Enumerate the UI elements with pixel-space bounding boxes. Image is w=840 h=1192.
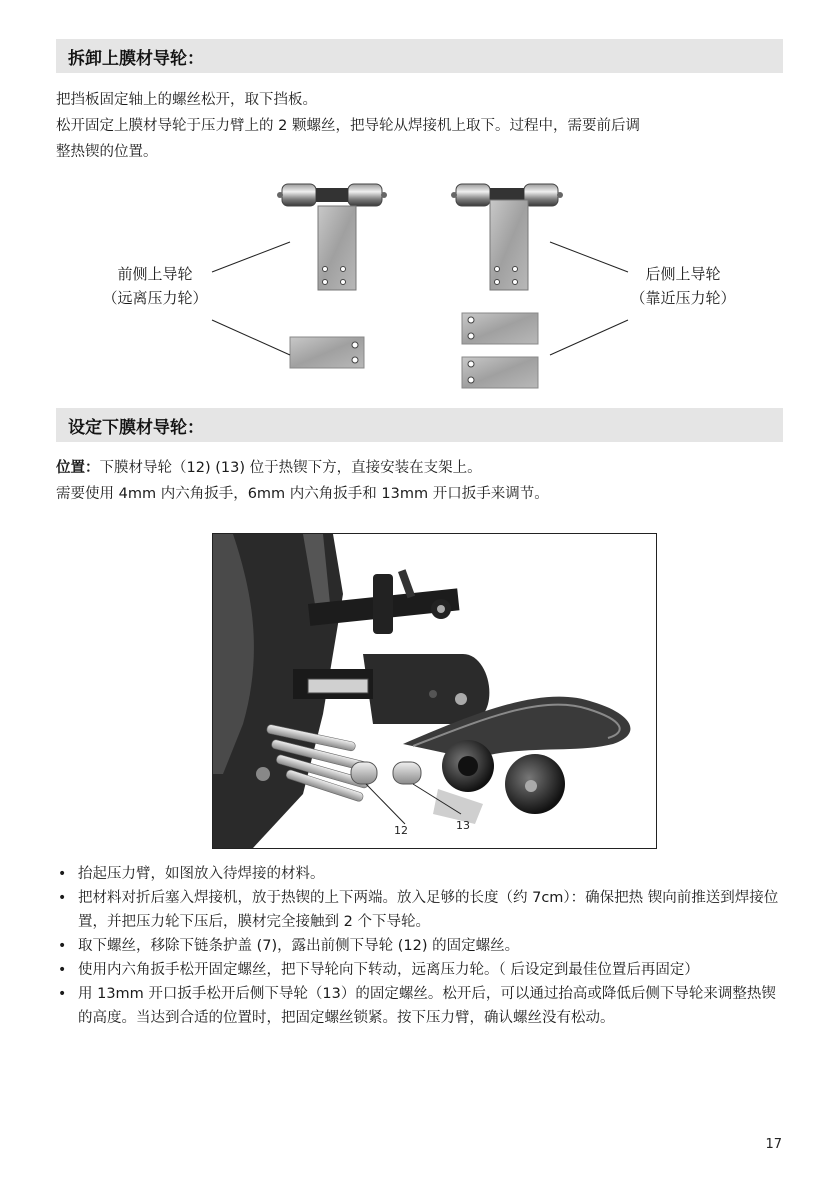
section-title: 设定下膜材导轮：	[68, 417, 204, 438]
bullet-symbol: •	[58, 962, 67, 978]
bullet-symbol: •	[58, 986, 67, 1002]
position-line	[56, 455, 786, 481]
instruction-list	[56, 862, 786, 1030]
machine-illustration	[213, 534, 656, 848]
bullet-symbol: •	[58, 890, 67, 906]
rear-roller-label-line2: （靠近压力轮）	[630, 289, 736, 307]
list-item: • 用 13mm 开口扳手松开后侧下导轮（13）的固定螺丝。松开后，可以通过抬高或降低后侧下导轮来调整热锲的高度。当达到合适的位置时，把固定螺丝锁紧。按下压力臂，确认螺丝没有松动。	[56, 982, 786, 1030]
list-item: • 抬起压力臂，如图放入待焊接的材料。	[56, 862, 786, 886]
callout-13: 13	[456, 819, 470, 832]
bullet-symbol: •	[58, 938, 67, 954]
front-upper-guide-roller	[277, 184, 387, 290]
lower-guide-photo	[212, 533, 657, 849]
page-number: 17	[765, 1137, 782, 1152]
lower-guide-roller-13	[393, 762, 421, 784]
lower-guide-roller-12	[351, 762, 377, 784]
front-guide-plate	[290, 337, 364, 368]
front-roller-label-line2: （远离压力轮）	[102, 289, 208, 307]
bullet-symbol: •	[58, 866, 67, 882]
position-label: 位置：	[56, 460, 100, 476]
leader-lines	[212, 242, 628, 355]
rear-roller-label-line1: 后侧上导轮	[645, 265, 721, 283]
section2-body	[56, 455, 786, 507]
callout-12: 12	[394, 824, 408, 837]
list-item: • 取下螺丝，移除下链条护盖 (7)，露出前侧下导轮 (12) 的固定螺丝。	[56, 934, 786, 958]
rear-upper-guide-roller	[451, 184, 563, 290]
section-header-set-lower-guide	[56, 408, 783, 442]
paragraph-line: 整热锲的位置。	[56, 144, 158, 160]
rear-guide-plate-top	[462, 313, 538, 344]
position-text: 下膜材导轮（12) (13) 位于热锲下方，直接安装在支架上。	[99, 460, 482, 476]
list-item: • 使用内六角扳手松开固定螺丝，把下导轮向下转动，远离压力轮。（ 后设定到最佳位置后再固定）	[56, 958, 786, 982]
rear-guide-plate-bottom	[462, 357, 538, 388]
paragraph-line: 把挡板固定轴上的螺丝松开，取下挡板。	[56, 92, 317, 108]
list-item: • 把材料对折后塞入焊接机，放于热锲的上下两端。放入足够的长度（约 7cm）：确保把热 锲向前推送到焊接位置，并把压力轮下压后，膜材完全接触到 2 个下导轮。	[56, 886, 786, 934]
section-title: 拆卸上膜材导轮：	[68, 48, 204, 69]
front-roller-label-line1: 前侧上导轮	[117, 265, 193, 283]
paragraph-line: 松开固定上膜材导轮于压力臂上的 2 颗螺丝，把导轮从焊接机上取下。过程中，需要前后调	[56, 118, 640, 134]
rear-roller-label	[618, 262, 748, 310]
front-roller-label	[90, 262, 220, 310]
tools-line: 需要使用 4mm 内六角扳手，6mm 内六角扳手和 13mm 开口扳手来调节。	[56, 486, 549, 502]
